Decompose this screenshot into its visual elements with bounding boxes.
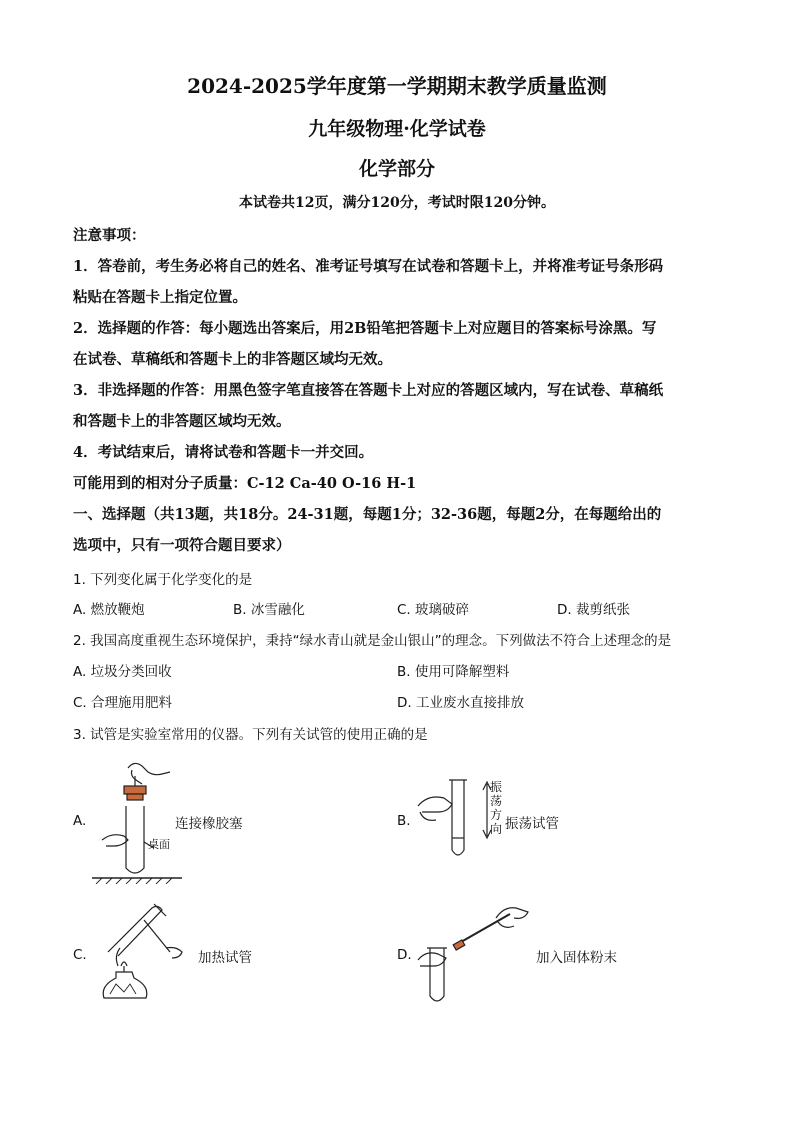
q3-c-caption: 加热试管: [198, 950, 252, 966]
q1-option-d: D. 裁剪纸张: [557, 602, 630, 618]
notice-line: 2．选择题的作答：每小题选出答案后，用2B铅笔把答题卡上对应题目的答案标号涂黑。写: [73, 320, 657, 337]
q3-b-arrow-char: 向: [490, 822, 503, 836]
exam-title: 2024-2025学年度第一学期期末教学质量监测: [187, 74, 607, 98]
notice-line: 和答题卡上的非答题区域均无效。: [73, 413, 291, 430]
q3-b-arrow-char: 方: [490, 808, 503, 822]
section-heading-cont: 选项中，只有一项符合题目要求）: [73, 537, 291, 554]
notice-line: 粘贴在答题卡上指定位置。: [73, 289, 247, 306]
notice-line: 在试卷、草稿纸和答题卡上的非答题区域均无效。: [73, 351, 392, 368]
q3-b-figure: [414, 776, 492, 866]
q2-option-b: B. 使用可降解塑料: [397, 664, 510, 680]
q3-d-figure: [414, 900, 532, 1010]
q3-b-arrow-char: 荡: [490, 794, 503, 808]
q2-option-c: C. 合理施用肥料: [73, 695, 173, 711]
part-title: 化学部分: [358, 158, 435, 180]
q2-option-d: D. 工业废水直接排放: [397, 695, 524, 711]
q3-d-caption: 加入固体粉末: [536, 950, 617, 966]
q1-stem: 1. 下列变化属于化学变化的是: [73, 572, 253, 588]
q3-c-letter: C.: [73, 947, 87, 963]
q1-option-c: C. 玻璃破碎: [397, 602, 470, 618]
relative-masses: 可能用到的相对分子质量：C-12 Ca-40 O-16 H-1: [73, 475, 417, 492]
notice-line: 4．考试结束后，请将试卷和答题卡一并交回。: [73, 444, 374, 461]
q3-a-letter: A.: [73, 813, 87, 829]
q1-option-a: A. 燃放鞭炮: [73, 602, 145, 618]
section-heading: 一、选择题（共13题，共18分。24-31题，每题1分；32-36题，每题2分，在每题给出的: [73, 506, 662, 523]
q2-option-a: A. 垃圾分类回收: [73, 664, 172, 680]
q3-stem: 3. 试管是实验室常用的仪器。下列有关试管的使用正确的是: [73, 727, 428, 743]
q3-b-letter: B.: [397, 813, 411, 829]
q1-option-b: B. 冰雪融化: [233, 602, 305, 618]
q3-b-caption: 振荡试管: [505, 816, 559, 832]
q3-c-figure: [88, 900, 196, 1008]
exam-info: 本试卷共12页，满分120分，考试时限120分钟。: [239, 195, 555, 211]
q3-b-arrow-label: [490, 780, 502, 836]
q3-d-letter: D.: [397, 947, 412, 963]
subject-title: 九年级物理·化学试卷: [308, 118, 486, 140]
q3-a-caption: 连接橡胶塞: [175, 816, 243, 832]
notice-line: 3．非选择题的作答：用黑色签字笔直接答在答题卡上对应的答题区域内，写在试卷、草稿纸: [73, 382, 664, 399]
notice-line: 1．答卷前，考生务必将自己的姓名、准考证号填写在试卷和答题卡上，并将准考证号条形码: [73, 258, 664, 275]
notice-heading: 注意事项：: [73, 227, 146, 244]
q2-stem: 2. 我国高度重视生态环境保护，秉持“绿水青山就是金山银山”的理念。下列做法不符合上述理念的是: [73, 633, 672, 649]
q3-a-desk-label: 桌面: [148, 838, 170, 851]
q3-a-figure: [92, 758, 182, 884]
q3-b-arrow-char: 振: [490, 780, 503, 794]
